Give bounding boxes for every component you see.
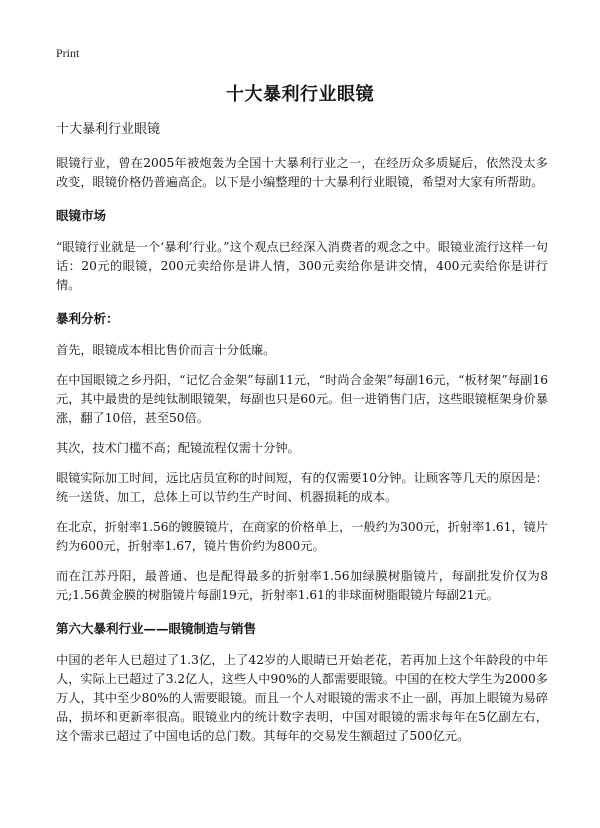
print-label: Print [56,46,80,60]
analysis-paragraph-1: 首先，眼镜成本相比售价而言十分低廉。 [56,343,276,357]
analysis-paragraph-2: 在中国眼镜之乡丹阳，“记忆合金架”每副11元，“时尚合金架”每副16元，“板材架”每副16元，其中最贵的是纯钛制眼镜架，每副也只是60元。但一进销售门店，这些眼镜框架身价暴涨，翻了10倍，甚至50倍。 [56,373,548,425]
article-body [56,120,548,757]
market-paragraph: “眼镜行业就是一个‘暴利’行业。”这个观点已经深入消费者的观念之中。眼镜业流行这样一句话：20元的眼镜，200元卖给你是讲人情，300元卖给你是讲交情，400元卖给你是讲行情。 [56,240,548,292]
analysis-paragraph-5: 在北京，折射率1.56的镀膜镜片，在商家的价格单上，一般约为300元，折射率1.61，镜片约为600元，折射率1.67，镜片售价约为800元。 [56,520,548,553]
sixth-paragraph: 中国的老年人已超过了1.3亿，上了42岁的人眼睛已开始老花，若再加上这个年龄段的中年人，实际上已超过了3.2亿人，这些人中90%的人都需要眼镜。中国的在校大学生为2000多万人，其中至少80%的人需要眼镜。而且一个人对眼镜的需求不止一副，再加上眼镜为易碎品，损坏和更新率很高。眼镜业内的统计数字表明，中国对眼镜的需求每年在5亿副左右，这个需求已超过了中国电话的总门数。其每年的交易发生额超过了500亿元。 [56,653,548,743]
article-subtitle: 十大暴利行业眼镜 [56,122,161,137]
intro-paragraph: 眼镜行业，曾在2005年被炮轰为全国十大暴利行业之一，在经历众多质疑后，依然没太多改变，眼镜价格仍普遍高企。以下是小编整理的十大暴利行业眼镜，希望对大家有所帮助。 [56,156,548,189]
section-heading-market: 眼镜市场 [56,208,107,223]
analysis-paragraph-6: 而在江苏丹阳，最普通、也是配得最多的折射率1.56加绿膜树脂镜片，每副批发价仅为8元;1.56黄金膜的树脂镜片每副19元，折射率1.61的非球面树脂眼镜片每副21元。 [56,569,548,602]
section-heading-analysis: 暴利分析： [56,311,119,326]
analysis-paragraph-4: 眼镜实际加工时间，远比店员宣称的时间短，有的仅需要10分钟。让顾客等几天的原因是：统一送货、加工，总体上可以节约生产时间、机器损耗的成本。 [56,471,548,504]
analysis-paragraph-3: 其次，技术门槛不高；配镜流程仅需十分钟。 [56,441,300,455]
page-title: 十大暴利行业眼镜 [226,84,374,105]
section-heading-sixth: 第六大暴利行业——眼镜制造与销售 [56,621,257,636]
